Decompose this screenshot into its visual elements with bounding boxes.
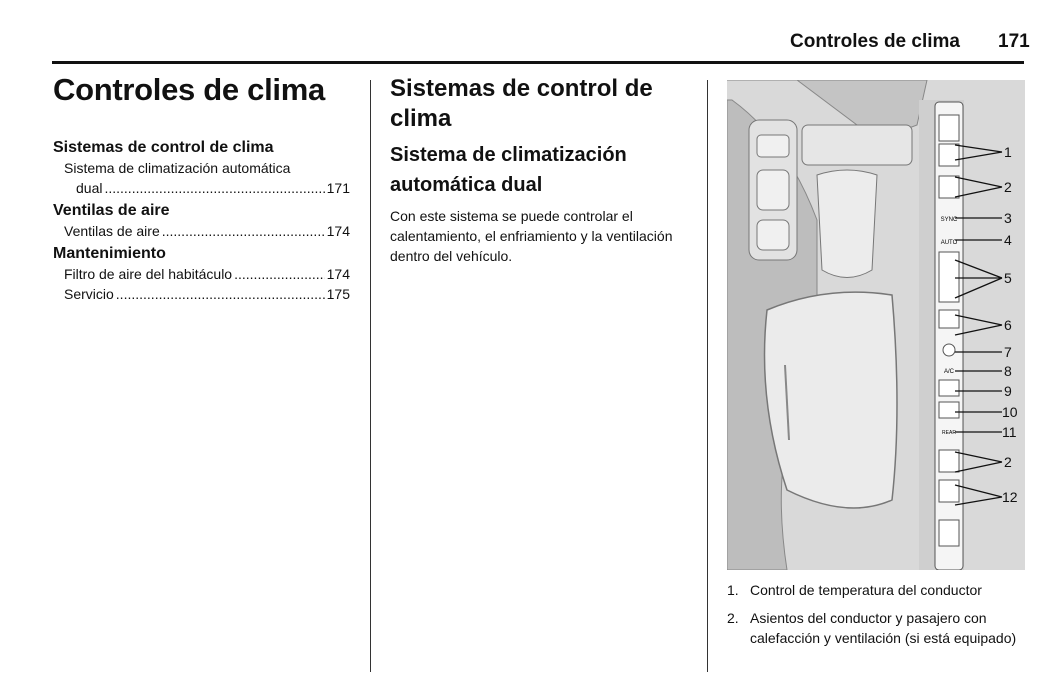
callout-label: 1 [1004, 144, 1012, 160]
toc-entry[interactable] [53, 221, 350, 241]
callout-label: 3 [1004, 210, 1012, 226]
legend-text: Asientos del conductor y pasajero con calefacción y ventilación (si está equipado) [750, 610, 1017, 646]
callout-label: 2 [1004, 179, 1012, 195]
legend-number: 2. [727, 610, 739, 626]
recirc-button [939, 380, 959, 396]
rear-defrost-button [939, 402, 959, 418]
header-rule [52, 61, 1024, 64]
legend-text: Control de temperatura del conductor [750, 582, 982, 598]
toc-leader-dots [104, 178, 324, 198]
fan-mode-buttons [939, 252, 959, 302]
rear-button-label: REAR [942, 430, 956, 436]
column-divider-2 [707, 80, 708, 672]
power-button [943, 344, 955, 356]
legend-number: 1. [727, 582, 739, 598]
toc-page-number: 174 [326, 266, 350, 282]
passenger-temp-display [939, 115, 959, 141]
legend-item [727, 580, 1027, 600]
section-title: Sistemas de control de clima [390, 75, 653, 132]
toc-group-climate-systems [53, 138, 350, 198]
toc-page-number: 171 [326, 180, 350, 196]
heated-seat-button [939, 176, 959, 198]
page-number: 171 [998, 31, 1030, 52]
upper-button-row [802, 125, 912, 165]
callout-label: 8 [1004, 363, 1012, 379]
toc-heading: Sistemas de control de clima [53, 139, 274, 156]
toc-group-maintenance [53, 244, 350, 304]
chapter-toc [53, 72, 350, 307]
toc-group-air-vents [53, 201, 350, 241]
driver-temp-display [939, 520, 959, 546]
callout-label: 6 [1004, 317, 1012, 333]
callout-label: 10 [1002, 404, 1018, 420]
switch [757, 220, 789, 250]
section-content [390, 74, 695, 266]
driver-heated-seat-button [939, 450, 959, 472]
toc-entry-label: dual [76, 180, 103, 196]
sync-button-label: SYNC [940, 217, 958, 223]
toc-leader-dots [116, 284, 325, 304]
toc-heading: Mantenimiento [53, 245, 166, 262]
section-body-text: Con este sistema se puede controlar el calentamiento, el enfriamiento y la ventilación dentro del vehículo. [390, 208, 673, 264]
climate-control-panel-illustration [727, 80, 1025, 570]
toc-entry[interactable] [53, 284, 350, 304]
toc-leader-dots [234, 264, 325, 284]
subsection-title [390, 140, 695, 200]
callout-label: 12 [1002, 489, 1018, 505]
chapter-title: Controles de clima [53, 72, 325, 107]
switch [757, 170, 789, 210]
toc-entry-line[interactable] [53, 158, 350, 178]
driver-temp-button [939, 480, 959, 502]
callout-label: 11 [1002, 424, 1017, 440]
toc-leader-dots [162, 221, 325, 241]
toc-heading: Ventilas de aire [53, 202, 170, 219]
subsection-title-line2: automática dual [390, 174, 543, 196]
charging-pad [765, 292, 898, 508]
defrost-button [939, 310, 959, 328]
switch [757, 135, 789, 157]
toc-entry-label: Filtro de aire del habitáculo [64, 266, 233, 282]
toc-entry[interactable] [53, 264, 350, 284]
running-header-title: Controles de clima [790, 31, 960, 52]
column-divider-1 [370, 80, 371, 672]
callout-label: 7 [1004, 344, 1012, 360]
gear-selector [817, 170, 877, 278]
subsection-title-line1: Sistema de climatización [390, 144, 627, 166]
callout-label: 4 [1004, 232, 1012, 248]
toc-page-number: 174 [326, 223, 350, 239]
toc-entry-label: Sistema de climatización automática [64, 160, 291, 176]
toc-entry-label: Ventilas de aire [64, 223, 160, 239]
callout-label: 5 [1004, 270, 1012, 286]
temp-button [939, 144, 959, 166]
callout-label: 2 [1004, 454, 1012, 470]
toc-page-number: 175 [326, 286, 350, 302]
toc-entry-label: Servicio [64, 286, 114, 302]
callout-label: 9 [1004, 383, 1012, 399]
auto-button-label: AUTO [940, 240, 958, 246]
figure-legend [727, 580, 1027, 656]
ac-button-label: A/C [943, 369, 955, 375]
toc-entry[interactable] [53, 178, 350, 198]
legend-item [727, 608, 1027, 648]
